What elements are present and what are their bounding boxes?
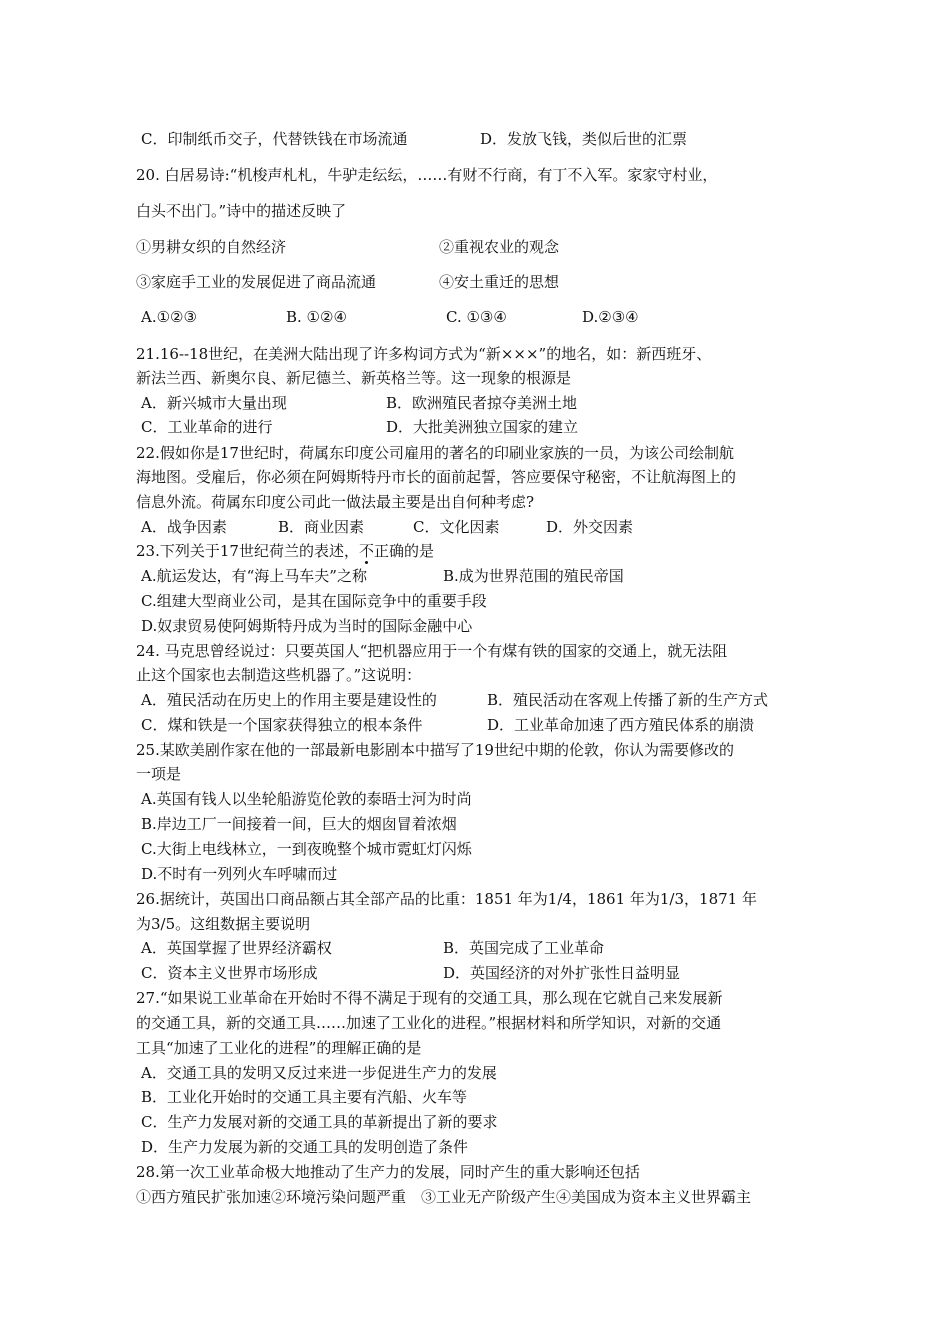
- q25-option-a: A.英国有钱人以坐轮船游览伦敦的泰晤士河为时尚: [141, 790, 472, 808]
- q21-option-a: A．新兴城市大量出现: [141, 394, 287, 412]
- q23-option-a: A.航运发达，有“海上马车夫”之称: [141, 567, 367, 585]
- q22-option-b: B．商业因素: [278, 518, 365, 536]
- q26-stem-line2: 为3/5。这组数据主要说明: [136, 915, 311, 933]
- q25-stem-line1: 25.某欧美剧作家在他的一部最新电影剧本中描写了19世纪中期的伦敦，你认为需要修改的: [136, 741, 734, 759]
- q20-option-d: D.②③④: [582, 308, 639, 326]
- q27-option-b: B．工业化开始时的交通工具主要有汽船、火车等: [141, 1088, 468, 1106]
- q27-option-a: A．交通工具的发明又反过来进一步促进生产力的发展: [141, 1064, 497, 1082]
- q22-option-c: C．文化因素: [413, 518, 500, 536]
- q25-option-b: B.岸边工厂一间接着一间，巨大的烟囱冒着浓烟: [141, 815, 457, 833]
- q25-option-d: D.不时有一列列火车呼啸而过: [141, 865, 338, 883]
- q21-option-c: C．工业革命的进行: [141, 418, 273, 436]
- q22-stem-line1: 22.假如你是17世纪时，荷属东印度公司雇用的著名的印刷业家族的一员，为该公司绘制航: [136, 444, 734, 462]
- q24-option-b: B．殖民活动在客观上传播了新的生产方式: [487, 691, 769, 709]
- q27-option-d: D．生产力发展为新的交通工具的发明创造了条件: [141, 1138, 469, 1156]
- q23-stem-part1: 23.下列关于17世纪荷兰的表述，: [136, 542, 359, 560]
- q28-items: ①西方殖民扩张加速②环境污染问题严重 ③工业无产阶级产生④美国成为资本主义世界霸主: [136, 1188, 752, 1206]
- q24-stem-line1: 24. 马克思曾经说过：只要英国人“把机器应用于一个有煤有铁的国家的交通上，就无法阻: [136, 642, 728, 660]
- q23-option-d: D.奴隶贸易使阿姆斯特丹成为当时的国际金融中心: [141, 617, 473, 635]
- q25-stem-line2: 一项是: [136, 765, 182, 783]
- q25-option-c: C.大街上电线林立，一到夜晚整个城市霓虹灯闪烁: [141, 840, 472, 858]
- q24-option-c: C．煤和铁是一个国家获得独立的根本条件: [141, 716, 423, 734]
- q26-option-a: A．英国掌握了世界经济霸权: [141, 939, 332, 957]
- q23-option-c: C.组建大型商业公司，是其在国际竞争中的重要手段: [141, 592, 487, 610]
- q20-item-4: ④安土重迁的思想: [439, 273, 560, 291]
- q27-option-c: C．生产力发展对新的交通工具的革新提出了新的要求: [141, 1113, 498, 1131]
- q20-item-1: ①男耕女织的自然经济: [136, 238, 287, 256]
- q20-stem-line2: 白头不出门。”诗中的描述反映了: [136, 202, 347, 220]
- q22-option-a: A．战争因素: [141, 518, 227, 536]
- q21-option-d: D．大批美洲独立国家的建立: [386, 418, 579, 436]
- q27-stem-line1: 27.“如果说工业革命在开始时不得不满足于现有的交通工具，那么现在它就自己来发展新: [136, 989, 723, 1007]
- q27-stem-line2: 的交通工具，新的交通工具……加速了工业化的进程。”根据材料和所学知识，对新的交通: [136, 1014, 722, 1032]
- q26-stem-line1: 26.据统计，英国出口商品额占其全部产品的比重：1851 年为1/4，1861 年为1/3，1871 年: [136, 890, 757, 908]
- q20-option-b: B. ①②④: [286, 308, 347, 326]
- q22-option-d: D．外交因素: [546, 518, 634, 536]
- q19-option-d: D．发放飞钱，类似后世的汇票: [480, 130, 688, 148]
- q24-stem-line2: 止这个国家也去制造这些机器了。”这说明：: [136, 666, 422, 684]
- q28-stem-line1: 28.第一次工业革命极大地推动了生产力的发展，同时产生的重大影响还包括: [136, 1163, 640, 1181]
- q24-option-a: A．殖民活动在历史上的作用主要是建设性的: [141, 691, 437, 709]
- q26-option-b: B．英国完成了工业革命: [443, 939, 605, 957]
- q23-option-b: B.成为世界范围的殖民帝国: [443, 567, 624, 585]
- q19-option-c: C．印制纸币交子，代替铁钱在市场流通: [141, 130, 408, 148]
- q23-stem-part2: 正确的是: [373, 542, 434, 560]
- q22-stem-line2: 海地图。受雇后，你必须在阿姆斯特丹市长的面前起誓，答应要保守秘密，不让航海图上的: [136, 468, 737, 486]
- q20-stem-line1: 20. 白居易诗:“机梭声札札，牛驴走纭纭，……有财不行商，有丁不入军。家家守村业，: [136, 166, 718, 184]
- q27-stem-line3: 工具“加速了工业化的进程”的理解正确的是: [136, 1039, 422, 1057]
- q21-option-b: B．欧洲殖民者掠夺美洲土地: [386, 394, 578, 412]
- q26-option-d: D．英国经济的对外扩张性日益明显: [443, 964, 681, 982]
- q20-option-c: C. ①③④: [446, 308, 507, 326]
- q20-option-a: A.①②③: [141, 308, 197, 326]
- q26-option-c: C．资本主义世界市场形成: [141, 964, 318, 982]
- q23-stem-emphasis: 不: [358, 542, 374, 560]
- q22-stem-line3: 信息外流。荷属东印度公司此一做法最主要是出自何种考虑?: [136, 493, 535, 511]
- q21-stem-line2: 新法兰西、新奥尔良、新尼德兰、新英格兰等。这一现象的根源是: [136, 369, 572, 387]
- q23-stem: [136, 541, 434, 561]
- q21-stem-line1: 21.16--18世纪，在美洲大陆出现了许多构词方式为“新×××”的地名，如：新西班牙、: [136, 345, 712, 363]
- q24-option-d: D．工业革命加速了西方殖民体系的崩溃: [487, 716, 755, 734]
- q20-item-2: ②重视农业的观念: [439, 238, 560, 256]
- q20-item-3: ③家庭手工业的发展促进了商品流通: [136, 273, 377, 291]
